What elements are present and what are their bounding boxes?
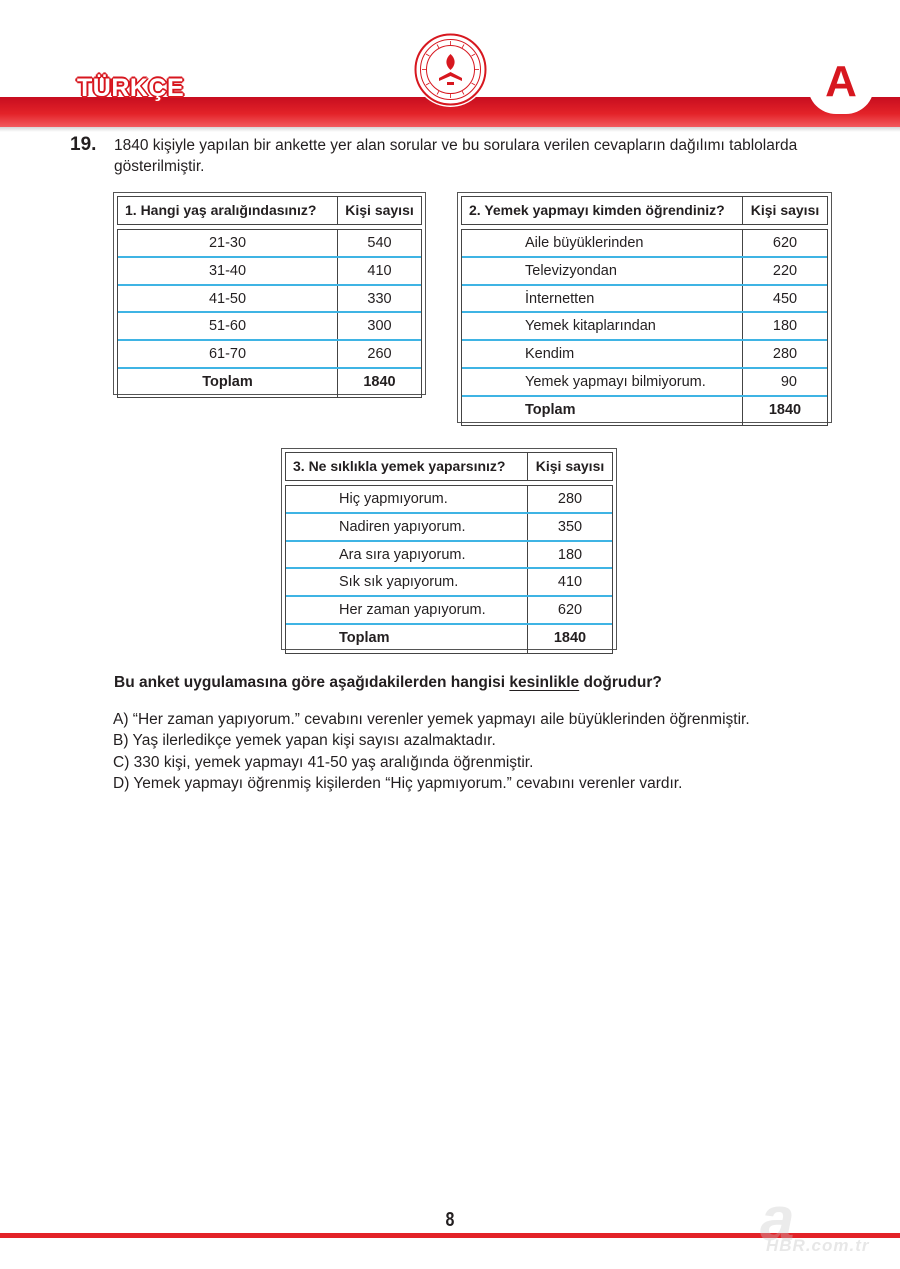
booklet-type-badge (808, 54, 874, 114)
row-label: 61-70 (118, 341, 338, 367)
subject-title: TÜRKÇE (77, 74, 185, 102)
page-number: 8 (445, 1209, 455, 1231)
row-value: 300 (367, 318, 392, 335)
total-label: Toplam (118, 369, 338, 397)
table-row (286, 597, 612, 625)
row-value: 280 (557, 491, 583, 507)
ministry-seal-icon (413, 32, 488, 107)
booklet-letter: A (825, 57, 857, 106)
row-value: 620 (772, 235, 798, 251)
table-row (286, 542, 612, 570)
option-c[interactable]: C) 330 kişi, yemek yapmayı 41-50 yaş aralığında öğrenmiştir. (113, 753, 534, 771)
row-label: Kendim (462, 341, 743, 367)
table-count-header: Kişi sayısı (750, 202, 820, 218)
row-value: 350 (557, 518, 583, 535)
total-value: 1840 (553, 629, 587, 646)
survey-table-learning-source (457, 192, 832, 423)
row-value: 620 (557, 602, 583, 619)
table-header (117, 196, 422, 225)
row-label: Nadiren yapıyorum. (286, 514, 528, 540)
table-row (286, 514, 612, 542)
total-value: 1840 (768, 401, 802, 418)
row-label: Her zaman yapıyorum. (286, 597, 528, 623)
table-question-header: 1. Hangi yaş aralığındasınız? (118, 197, 338, 224)
survey-table-frequency (281, 448, 617, 650)
option-b[interactable]: B) Yaş ilerledikçe yemek yapan kişi sayısı azalmaktadır. (113, 732, 496, 750)
table-row (462, 258, 827, 286)
total-label: Toplam (462, 397, 743, 425)
row-value: 180 (557, 546, 583, 563)
watermark-letter: a (760, 1185, 795, 1254)
table-count-header: Kişi sayısı (535, 458, 605, 474)
table-row (462, 341, 827, 369)
table-row (118, 258, 421, 286)
row-label: 21-30 (118, 230, 338, 256)
table-row (462, 369, 827, 397)
row-label: Yemek kitaplarından (462, 313, 743, 339)
row-value: 410 (367, 262, 392, 279)
row-label: Ara sıra yapıyorum. (286, 542, 528, 568)
table-total-row (286, 625, 612, 653)
question-prompt (114, 674, 662, 692)
table-body (461, 229, 828, 426)
table-row (462, 230, 827, 258)
row-value: 410 (557, 574, 583, 591)
total-label: Toplam (286, 625, 528, 653)
row-value: 90 (780, 373, 797, 390)
row-label: 31-40 (118, 258, 338, 284)
row-value: 330 (367, 290, 392, 307)
table-total-row (118, 369, 421, 397)
table-body (117, 229, 422, 398)
table-row (462, 313, 827, 341)
table-row (286, 569, 612, 597)
option-a[interactable]: A) “Her zaman yapıyorum.” cevabını verenler yemek yapmayı aile büyüklerinden öğrenmiştir. (113, 711, 750, 728)
table-row (118, 230, 421, 258)
table-header (461, 196, 828, 225)
row-value: 220 (772, 262, 798, 279)
option-d[interactable]: D) Yemek yapmayı öğrenmiş kişilerden “Hiç yapmıyorum.” cevabını verenler vardır. (113, 774, 683, 792)
survey-table-age (113, 192, 426, 395)
table-row (118, 313, 421, 341)
row-value: 280 (772, 346, 798, 363)
header-shadow (0, 127, 900, 132)
table-body (285, 485, 613, 654)
total-value: 1840 (363, 373, 396, 390)
table-row (286, 486, 612, 514)
row-label: Televizyondan (462, 258, 743, 284)
row-label: Yemek yapmayı bilmiyorum. (462, 369, 743, 395)
row-value: 540 (367, 235, 392, 251)
table-count-header: Kişi sayısı (345, 202, 414, 218)
row-label: Sık sık yapıyorum. (286, 569, 528, 595)
prompt-text: Bu anket uygulamasına göre aşağıdakilerden hangisi (114, 674, 510, 691)
row-value: 450 (772, 290, 798, 307)
row-value: 180 (772, 318, 798, 335)
table-row (462, 286, 827, 314)
table-row (118, 341, 421, 369)
table-question-header: 3. Ne sıklıkla yemek yaparsınız? (286, 453, 528, 480)
row-label: 41-50 (118, 286, 338, 312)
prompt-text-end: doğrudur? (579, 674, 662, 691)
row-value: 260 (367, 346, 392, 363)
question-number: 19. (70, 134, 97, 155)
table-header (285, 452, 613, 481)
table-total-row (462, 397, 827, 425)
row-label: 51-60 (118, 313, 338, 339)
table-question-header: 2. Yemek yapmayı kimden öğrendiniz? (462, 197, 743, 224)
watermark (760, 1185, 900, 1264)
row-label: Aile büyüklerinden (462, 230, 743, 256)
row-label: Hiç yapmıyorum. (286, 486, 528, 512)
watermark-text: HBR.com.tr (766, 1236, 870, 1255)
table-row (118, 286, 421, 314)
answer-options (113, 709, 750, 794)
prompt-emphasis: kesinlikle (509, 674, 580, 691)
question-intro: 1840 kişiyle yapılan bir ankette yer alan sorular ve bu sorulara verilen cevapların dağılımı tablolarda gösterilmiştir. (114, 137, 798, 175)
row-label: İnternetten (462, 286, 743, 312)
